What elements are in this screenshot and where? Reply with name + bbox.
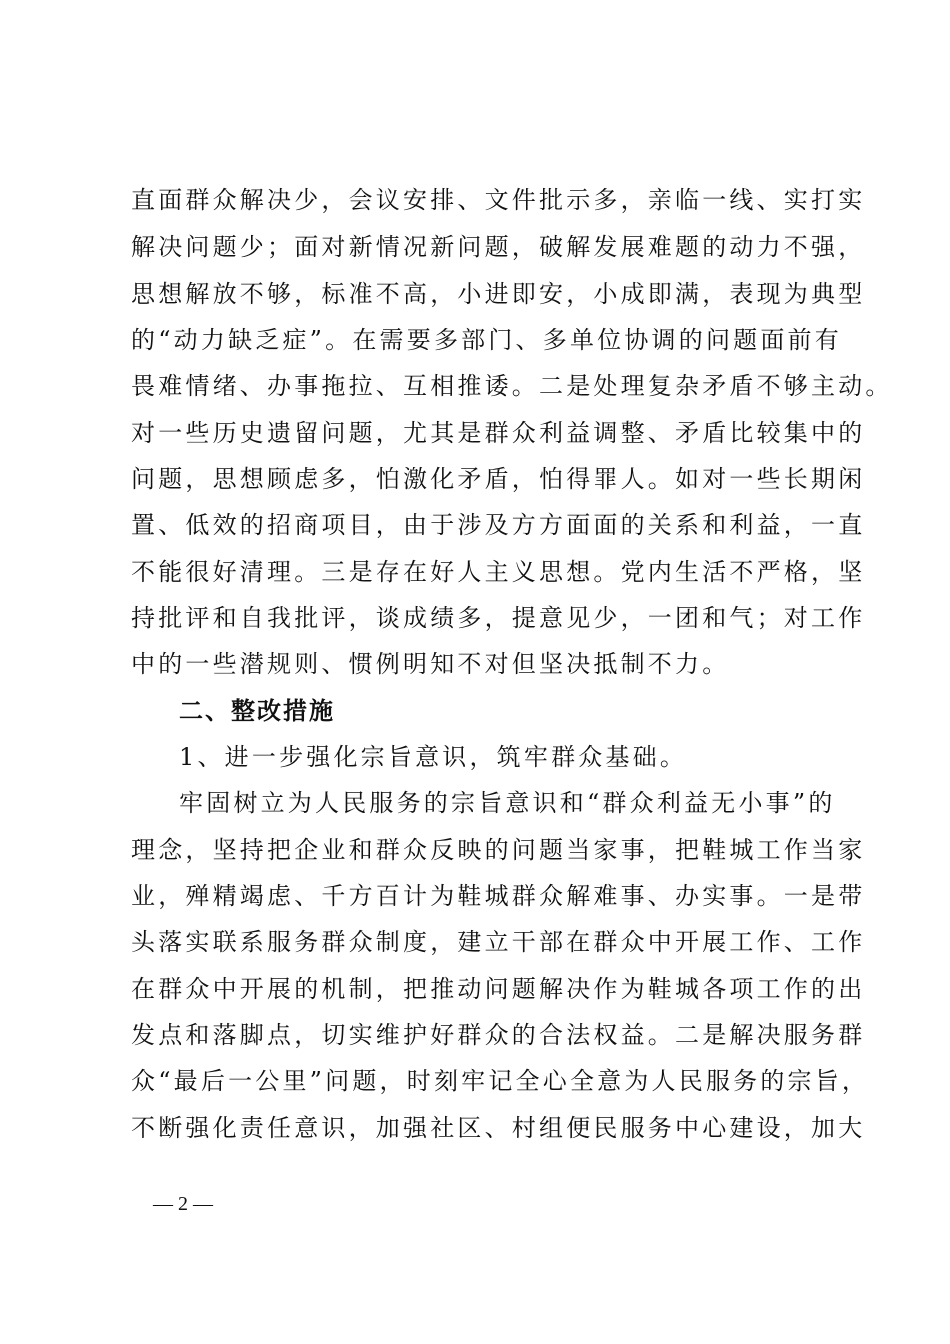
page-number: — 2 — xyxy=(153,1193,213,1215)
body-text-line: 持批评和自我批评，谈成绩多，提意见少，一团和气；对工作 xyxy=(131,604,866,632)
body-text-line: 畏难情绪、办事拖拉、互相推诿。二是处理复杂矛盾不够主动。 xyxy=(131,372,893,400)
body-text-line: 不能很好清理。三是存在好人主义思想。党内生活不严格，坚 xyxy=(131,558,866,586)
body-text-line: 不断强化责任意识，加强社区、村组便民服务中心建设，加大 xyxy=(131,1114,866,1142)
subheading: 1、进一步强化宗旨意识，筑牢群众基础。 xyxy=(179,743,688,771)
body-text-line: 牢固树立为人民服务的宗旨意识和“群众利益无小事”的 xyxy=(179,789,836,817)
body-text-line: 思想解放不够，标准不高，小进即安，小成即满，表现为典型 xyxy=(131,280,866,308)
body-text-line: 业，殚精竭虑、千方百计为鞋城群众解难事、办实事。一是带 xyxy=(131,882,866,910)
body-text-line: 的“动力缺乏症”。在需要多部门、多单位协调的问题面前有 xyxy=(131,326,842,354)
body-text-line: 中的一些潜规则、惯例明知不对但坚决抵制不力。 xyxy=(131,650,730,678)
body-text-line: 发点和落脚点，切实维护好群众的合法权益。二是解决服务群 xyxy=(131,1021,866,1049)
body-text-line: 头落实联系服务群众制度，建立干部在群众中开展工作、工作 xyxy=(131,928,866,956)
body-text-line: 置、低效的招商项目，由于涉及方方面面的关系和利益，一直 xyxy=(131,511,866,539)
body-text-line: 理念，坚持把企业和群众反映的问题当家事，把鞋城工作当家 xyxy=(131,836,866,864)
body-text-line: 在群众中开展的机制，把推动问题解决作为鞋城各项工作的出 xyxy=(131,975,866,1003)
body-text-line: 问题，思想顾虑多，怕激化矛盾，怕得罪人。如对一些长期闲 xyxy=(131,465,866,493)
body-text-line: 众“最后一公里”问题，时刻牢记全心全意为人民服务的宗旨， xyxy=(131,1067,870,1095)
body-text-line: 解决问题少；面对新情况新问题，破解发展难题的动力不强， xyxy=(131,233,866,261)
body-text-line: 对一些历史遗留问题，尤其是群众利益调整、矛盾比较集中的 xyxy=(131,419,866,447)
section-heading: 二、整改措施 xyxy=(179,697,335,725)
body-text-line: 直面群众解决少，会议安排、文件批示多，亲临一线、实打实 xyxy=(131,186,866,214)
